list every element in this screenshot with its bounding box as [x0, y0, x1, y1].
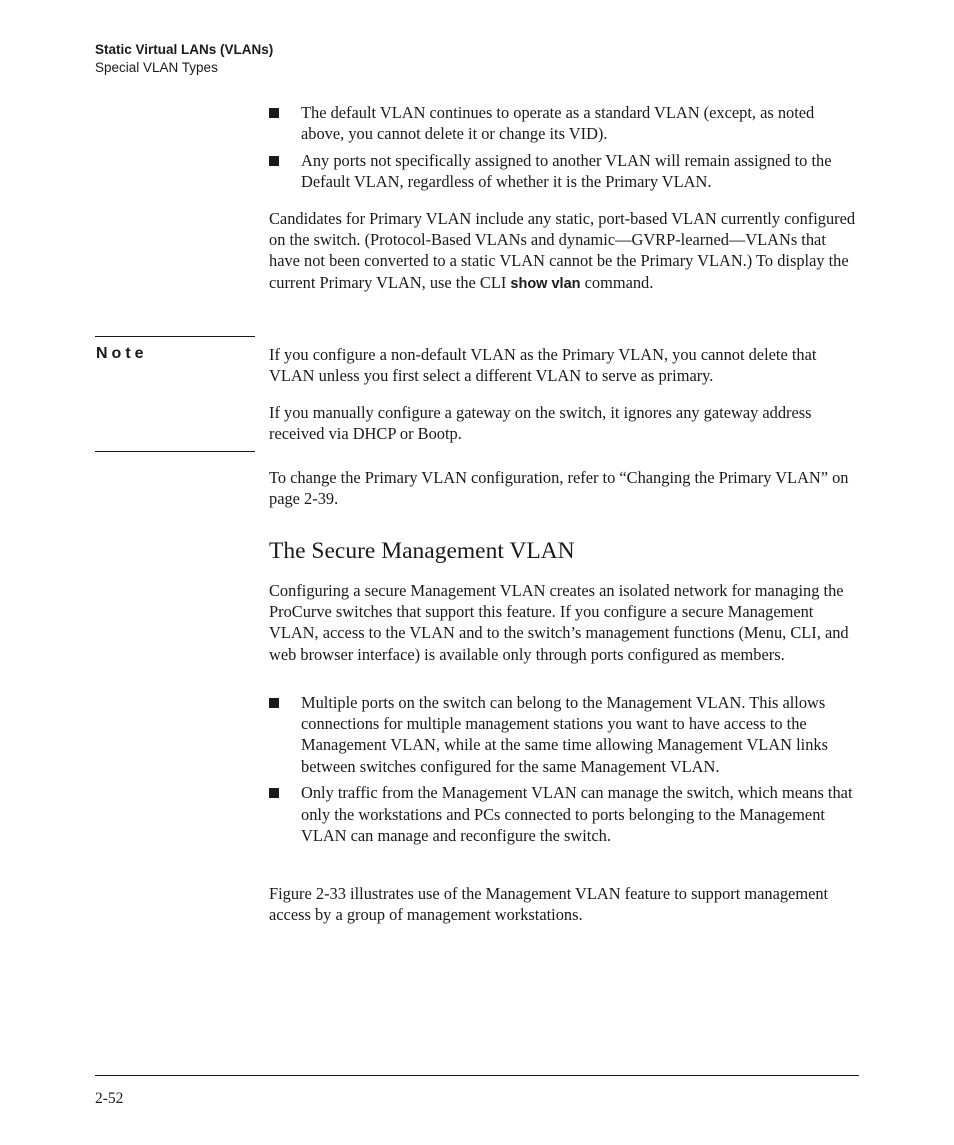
- bullet-list-management-vlan: [269, 692, 861, 851]
- chapter-title: Static Virtual LANs (VLANs): [95, 42, 274, 57]
- note-paragraph: If you configure a non-default VLAN as the Primary VLAN, you cannot delete that VLAN unless you first select a different VLAN to serve as primary.: [269, 345, 817, 386]
- note-top-rule: [95, 336, 255, 337]
- list-item-text: Any ports not specifically assigned to another VLAN will remain assigned to the Default VLAN, regardless of whether it is the Primary VLAN.: [301, 150, 832, 192]
- bullet-square-icon: [269, 788, 279, 798]
- list-item: [269, 150, 861, 192]
- list-item: [269, 102, 861, 144]
- paragraph-secure-vlan: [269, 580, 859, 665]
- paragraph-change-primary: [269, 467, 859, 509]
- page-number: 2-52: [95, 1090, 124, 1107]
- paragraph-text: Candidates for Primary VLAN include any static, port-based VLAN currently configured on the switch. (Protocol-Based VLANs and dynamic—GVRP-learned—VLANs that have not been converted to a static VLAN cannot be the Primary VLAN.) To display the current Primary VLAN, use the CLI: [269, 209, 856, 292]
- paragraph-text: To change the Primary VLAN configuration, refer to “Changing the Primary VLAN” on page 2-39.: [269, 468, 849, 509]
- list-item-text: Only traffic from the Management VLAN can manage the switch, which means that only the workstations and PCs connected to ports belonging to the Management VLAN can manage and reconfigure the switch.: [301, 783, 853, 845]
- paragraph-candidates: [269, 208, 859, 295]
- cli-command: show vlan: [510, 275, 581, 292]
- bullet-square-icon: [269, 108, 279, 118]
- note-paragraph: If you manually configure a gateway on the switch, it ignores any gateway address received via DHCP or Bootp.: [269, 402, 812, 444]
- bullet-square-icon: [269, 156, 279, 166]
- list-item: [269, 692, 861, 777]
- footer-rule: [95, 1075, 859, 1076]
- paragraph-text: Configuring a secure Management VLAN creates an isolated network for managing the ProCurve switches that support this feature. If you configure a secure Management VLAN, access to the VLAN and to the switch’s management functions (Menu, CLI, and web browser interface) is available only through ports configured as members.: [269, 581, 849, 664]
- paragraph-figure-ref: [269, 883, 859, 925]
- list-item-text: The default VLAN continues to operate as a standard VLAN (except, as noted above, you cannot delete it or change its VID).: [301, 103, 815, 144]
- paragraph-text: Figure 2-33 illustrates use of the Management VLAN feature to support management access by a group of management workstations.: [269, 884, 829, 925]
- note-body: [269, 344, 859, 444]
- note-label: Note: [96, 345, 148, 362]
- section-title: Special VLAN Types: [95, 60, 218, 75]
- bullet-list-default-vlan: [269, 102, 861, 198]
- section-heading: The Secure Management VLAN: [269, 538, 575, 564]
- paragraph-text: command.: [580, 272, 654, 292]
- running-header: [95, 41, 273, 77]
- list-item-text: Multiple ports on the switch can belong to the Management VLAN. This allows connections for multiple management stations you want to have access to the Management VLAN, while at the same time allowing Management VLAN links between switches configured for the same Management VLAN.: [301, 693, 828, 776]
- list-item: [269, 782, 861, 846]
- bullet-square-icon: [269, 698, 279, 708]
- note-bottom-rule: [95, 451, 255, 452]
